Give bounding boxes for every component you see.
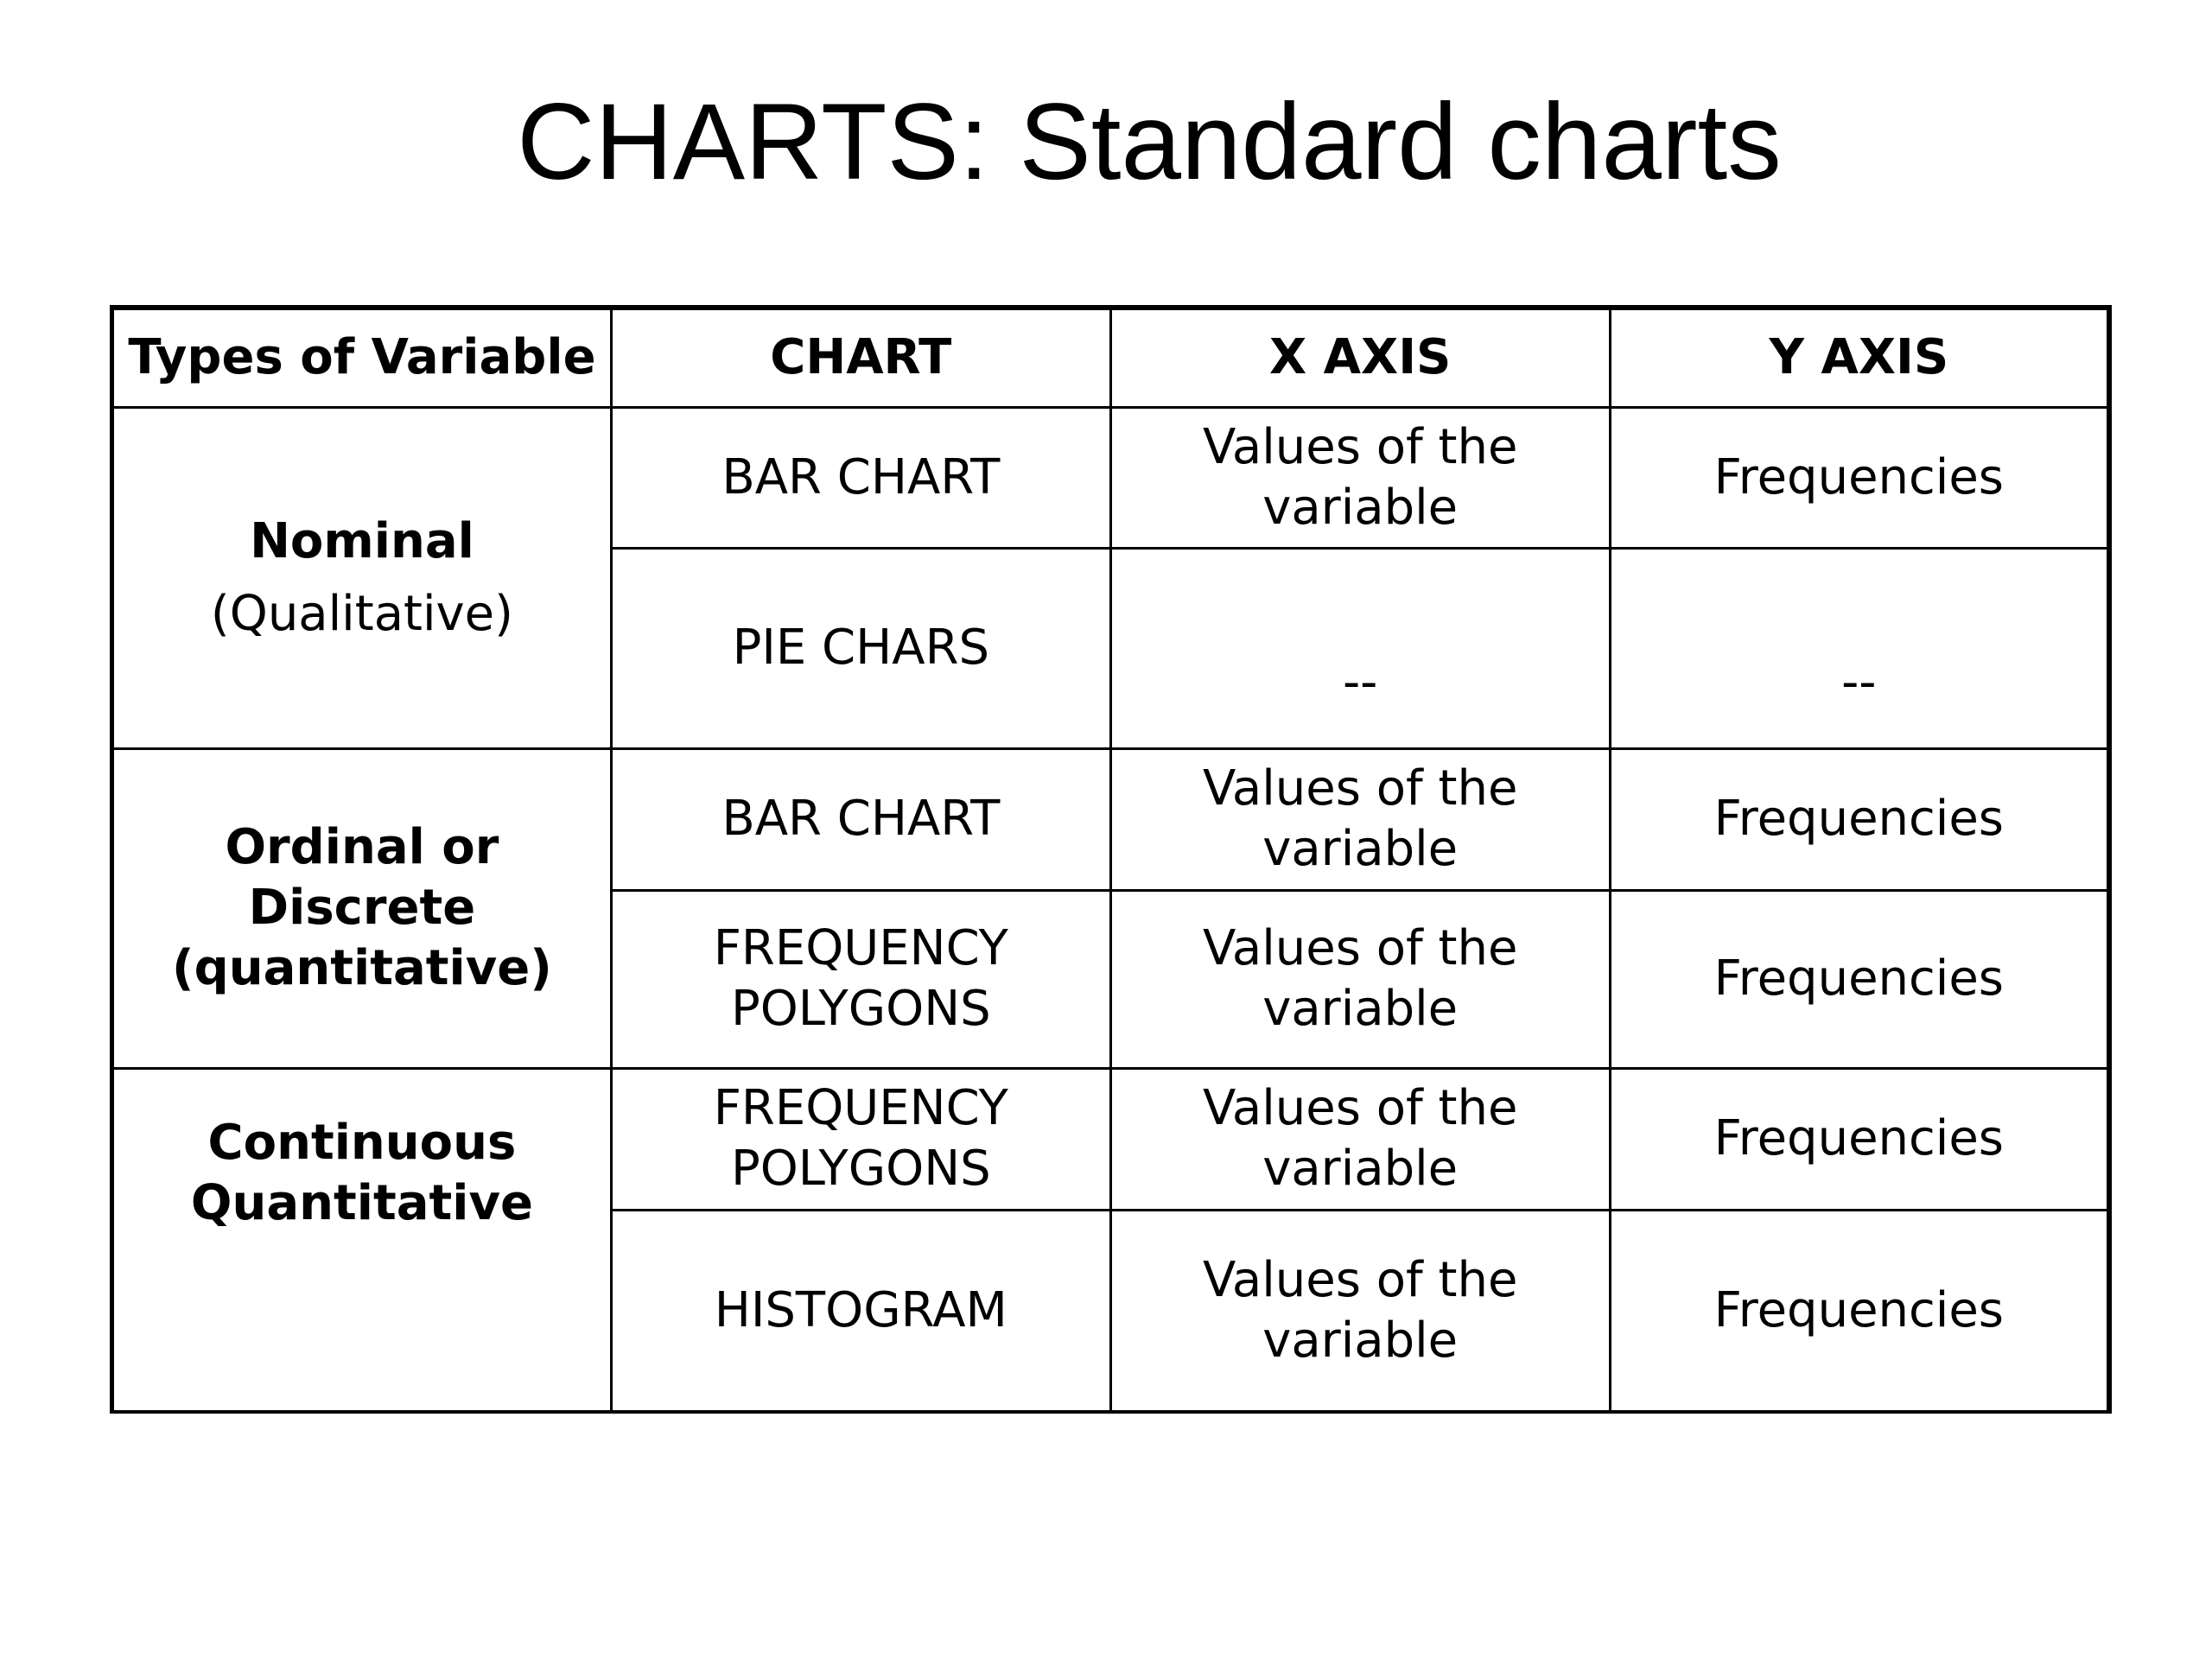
x-axis-cell: Values of the variable (1110, 1210, 1610, 1412)
variable-type-nominal (112, 407, 612, 748)
y-axis-cell: Frequencies (1610, 1210, 2109, 1412)
header-types-of-variable: Types of Variable (112, 308, 612, 407)
chart-types-table (110, 305, 2112, 1414)
table-row (112, 748, 2110, 890)
x-axis-cell: Values of the variable (1110, 748, 1610, 890)
variable-type-name: Nominal (250, 512, 474, 569)
header-chart: CHART (611, 308, 1110, 407)
variable-type-qualifier: (Qualitative) (210, 585, 513, 642)
x-axis-cell: Values of the variable (1110, 890, 1610, 1068)
y-axis-cell: -- (1610, 548, 2109, 748)
header-y-axis: Y AXIS (1610, 308, 2109, 407)
x-axis-cell: Values of the variable (1110, 1068, 1610, 1210)
header-x-axis: X AXIS (1110, 308, 1610, 407)
table-row (112, 1068, 2110, 1210)
variable-type-qualifier: Quantitative (190, 1174, 533, 1231)
y-axis-cell: Frequencies (1610, 748, 2109, 890)
y-axis-cell: Frequencies (1610, 1068, 2109, 1210)
table-header-row (112, 308, 2110, 407)
chart-cell: HISTOGRAM (611, 1210, 1110, 1412)
x-axis-cell: Values of the variable (1110, 407, 1610, 548)
table-row (112, 407, 2110, 548)
variable-type-name: Ordinal or Discrete (225, 819, 499, 936)
chart-cell: FREQUENCY POLYGONS (611, 890, 1110, 1068)
chart-cell: BAR CHART (611, 407, 1110, 548)
y-axis-cell: Frequencies (1610, 890, 2109, 1068)
chart-cell: PIE CHARS (611, 548, 1110, 748)
variable-type-name: Continuous (207, 1114, 517, 1171)
variable-type-ordinal (112, 748, 612, 1068)
chart-cell: FREQUENCY POLYGONS (611, 1068, 1110, 1210)
x-axis-cell: -- (1110, 548, 1610, 748)
page-title: CHARTS: Standard charts (517, 82, 1782, 202)
variable-type-continuous (112, 1068, 612, 1412)
chart-cell: BAR CHART (611, 748, 1110, 890)
variable-type-qualifier: (quantitative) (172, 940, 552, 996)
y-axis-cell: Frequencies (1610, 407, 2109, 548)
